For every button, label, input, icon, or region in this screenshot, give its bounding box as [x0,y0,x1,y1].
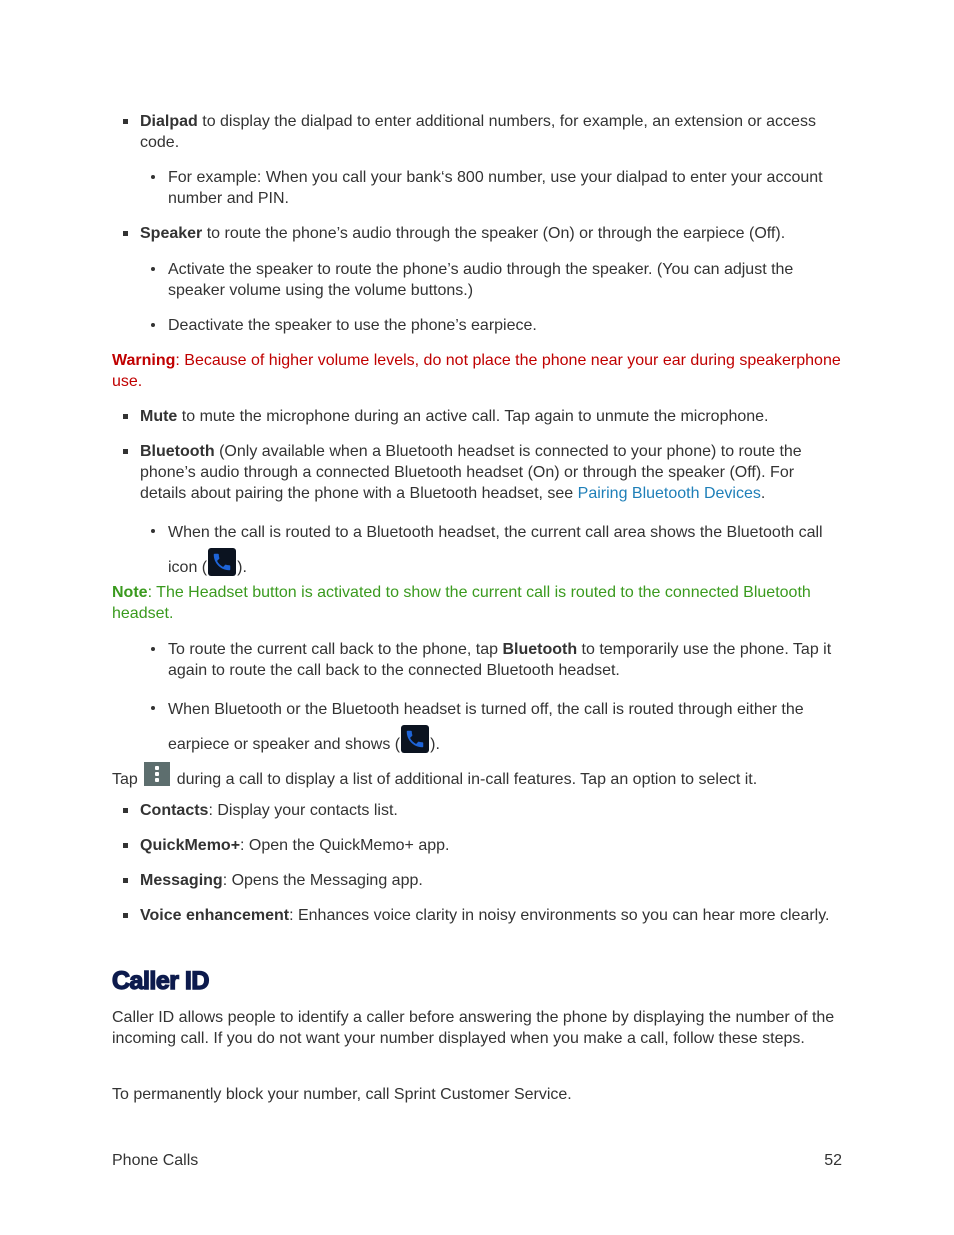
footer-section-title: Phone Calls [112,1152,199,1169]
sublist-item-bt-back: To route the current call back to the phone, tap Bluetooth to temporarily use the phone. Tap it again to route the call back to the connected Bluetooth headset. [168,639,844,681]
dot-bullet-icon [151,267,155,271]
footer-page-number: 52 [824,1152,842,1169]
dot-bullet-icon [151,706,155,710]
square-bullet-icon [123,231,128,236]
pairing-bluetooth-devices-link[interactable]: Pairing Bluetooth Devices [577,485,761,502]
list-item-messaging: Messaging: Opens the Messaging app. [140,870,844,891]
sublist-item-bt-routed: When the call is routed to a Bluetooth headset, the current call area shows the Bluetooth call icon ( ). [168,518,844,583]
vertical-dots-menu-icon [144,762,170,786]
sublist-item-dialpad-example: For example: When you call your bank‘s 800 number, use your dialpad to enter your account number and PIN. [168,167,844,209]
square-bullet-icon [123,913,128,918]
sublist-item-bt-off: When Bluetooth or the Bluetooth headset is turned off, the call is routed through either the earpiece or speaker and shows ( ). [168,695,844,760]
square-bullet-icon [123,119,128,124]
square-bullet-icon [123,414,128,419]
warning-note: Warning: Because of higher volume levels, do not place the phone near your ear during speakerphone use. [112,352,841,390]
sublist-item-speaker-deactivate: Deactivate the speaker to use the phone’s earpiece. [168,315,844,336]
list-item-mute: Mute to mute the microphone during an active call. Tap again to unmute the microphone. [140,406,844,427]
list-item-quickmemo: QuickMemo+: Open the QuickMemo+ app. [140,835,844,856]
square-bullet-icon [123,808,128,813]
sublist-item-speaker-activate: Activate the speaker to route the phone’s audio through the speaker. (You can adjust the speaker volume using the volume buttons.) [168,259,844,301]
square-bullet-icon [123,878,128,883]
square-bullet-icon [123,449,128,454]
square-bullet-icon [123,843,128,848]
dot-bullet-icon [151,647,155,651]
tap-menu-paragraph: Tap during a call to display a list of additional in-call features. Tap an option to select it. [112,762,844,794]
list-item-bluetooth: Bluetooth (Only available when a Bluetooth headset is connected to your phone) to route the phone’s audio through a connected Bluetooth headset (On) or through the speaker (Off). For details about pairing the phone with a Bluetooth headset, see Pairing Bluetooth Devices. [140,441,844,504]
list-item-dialpad: Dialpad to display the dialpad to enter additional numbers, for example, an extension or access code. [140,111,844,153]
dot-bullet-icon [151,529,155,533]
dot-bullet-icon [151,175,155,179]
list-item-contacts: Contacts: Display your contacts list. [140,800,844,821]
caller-id-heading: Caller ID [112,967,209,995]
note-headset: Note: The Headset button is activated to show the current call is routed to the connected Bluetooth headset. [112,584,811,622]
block-number-paragraph: To permanently block your number, call Sprint Customer Service. [112,1086,572,1103]
caller-id-paragraph: Caller ID allows people to identify a caller before answering the phone by displaying the number of the incoming call. If you do not want your number displayed when you make a call, follow these steps. [112,1009,835,1047]
bluetooth-call-icon [208,548,236,576]
list-item-voice-enhancement: Voice enhancement: Enhances voice clarity in noisy environments so you can hear more clearly. [140,905,844,926]
list-item-speaker: Speaker to route the phone’s audio through the speaker (On) or through the earpiece (Off). [140,223,844,244]
dot-bullet-icon [151,323,155,327]
call-icon [401,725,429,753]
